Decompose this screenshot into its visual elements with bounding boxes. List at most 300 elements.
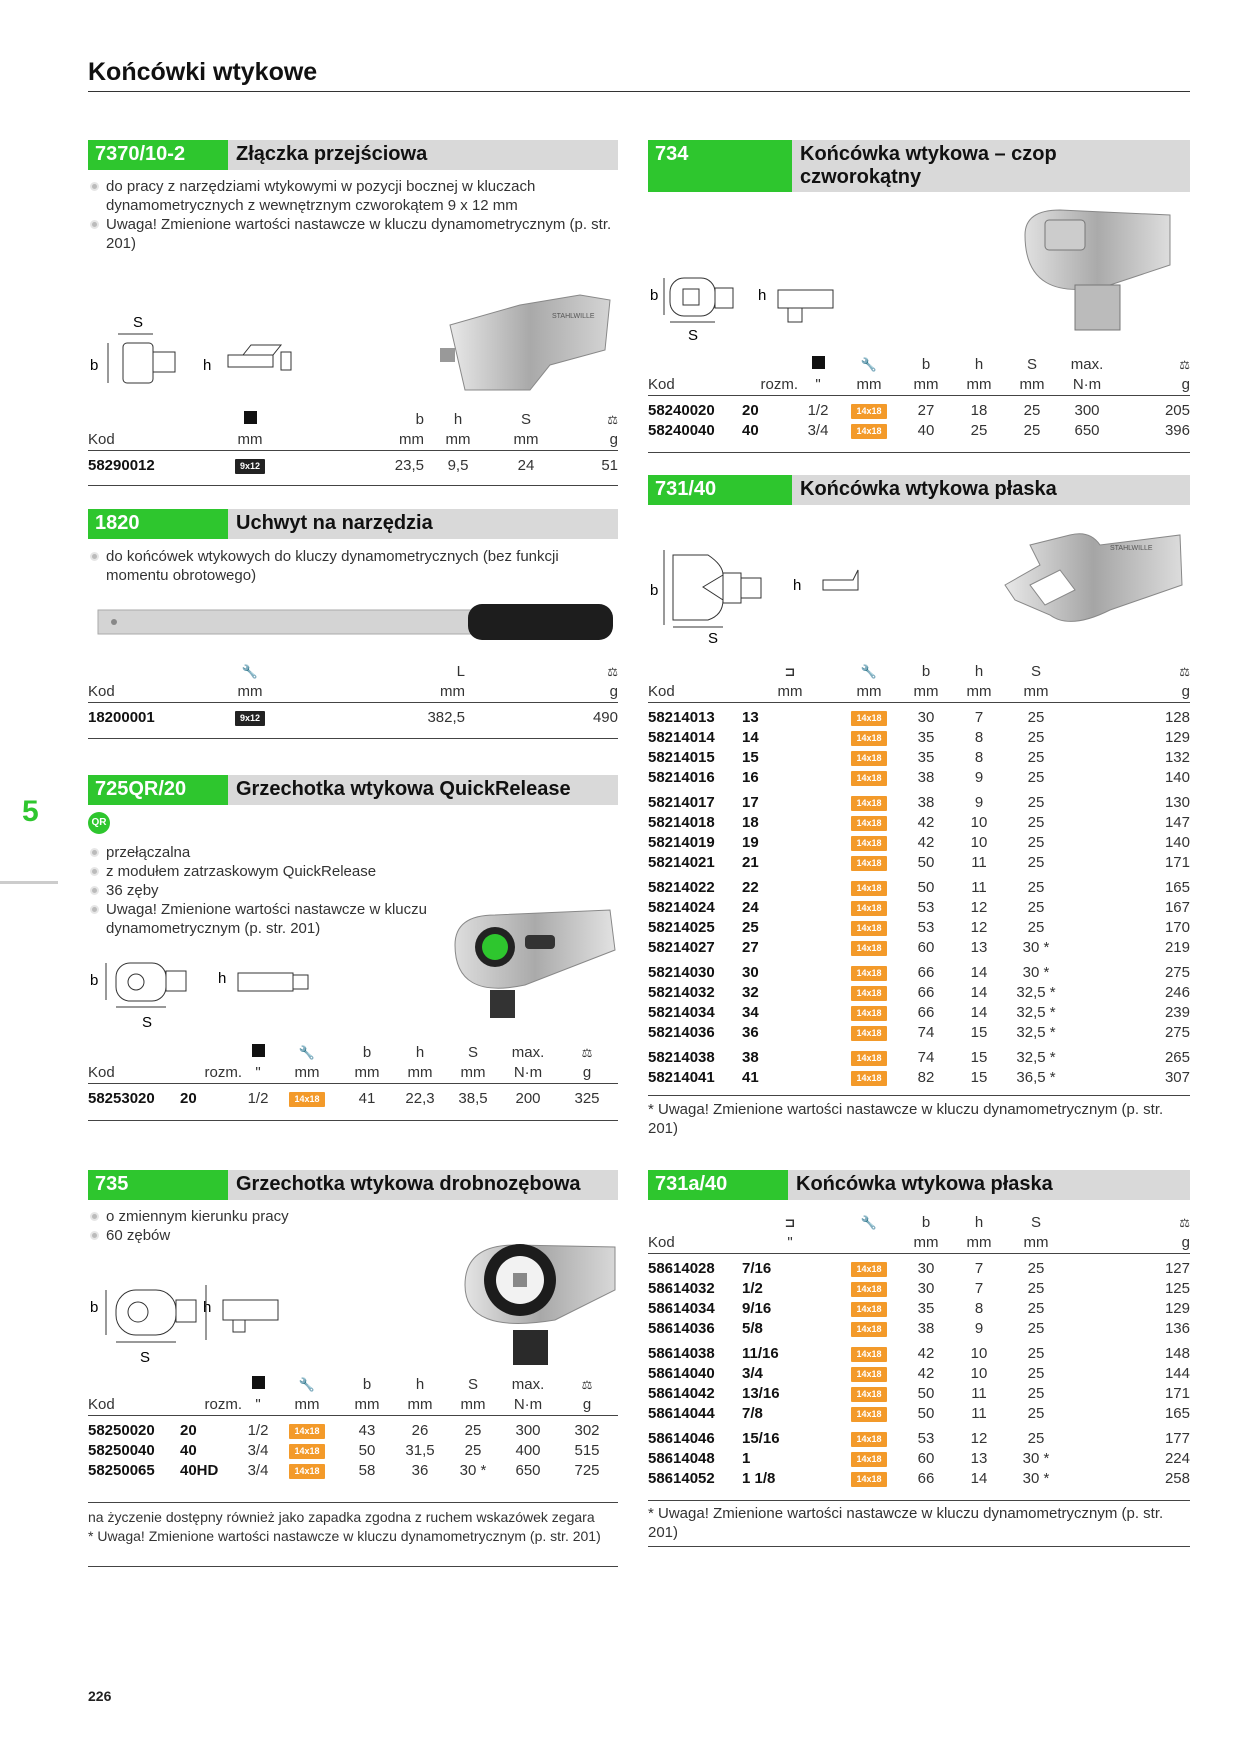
cell-g: 307	[1164, 1069, 1190, 1086]
cell-h: 26	[411, 1422, 429, 1439]
cell-badge	[838, 833, 900, 853]
section-header-7370	[88, 140, 618, 170]
col-head: mm	[340, 1395, 394, 1416]
cell-b: 66	[917, 964, 935, 981]
cell-g: 130	[1164, 794, 1190, 811]
table-row	[88, 1461, 618, 1481]
cell-kod: 58214030	[648, 964, 715, 981]
cell-S: 30 *	[1022, 964, 1050, 981]
weight-scale-icon: ⚖	[1179, 358, 1190, 372]
col-head: b	[921, 1214, 931, 1231]
cell-g: 302	[574, 1422, 600, 1439]
cell-b: 38	[917, 794, 935, 811]
cell-badge	[838, 1279, 900, 1299]
col-head: h	[974, 1214, 984, 1231]
square-drive-icon	[812, 356, 825, 369]
dim-label-b: b	[90, 972, 99, 989]
cell-S: 25	[1027, 1345, 1045, 1362]
spec-table-1820	[88, 662, 618, 728]
section-rule	[88, 485, 618, 486]
cell-inch: 3/4	[247, 1442, 269, 1459]
cell-h: 8	[974, 729, 984, 746]
cell-b: 53	[917, 919, 935, 936]
cell-g: 148	[1164, 1345, 1190, 1362]
col-head: mm	[340, 1063, 394, 1084]
weight-scale-icon: ⚖	[581, 1378, 593, 1392]
cell-max: 200	[515, 1090, 541, 1107]
cell-max: 650	[1074, 422, 1100, 439]
cell-h: 11	[971, 854, 987, 871]
cell-S: 30 *	[1022, 939, 1050, 956]
table-row	[648, 1339, 1190, 1364]
footnote-731a	[648, 1504, 1190, 1542]
cell-kod: 58214018	[648, 814, 715, 831]
drive-badge: 14x18	[851, 1387, 886, 1402]
col-head: max.	[511, 1376, 545, 1393]
cell-g: 132	[1164, 749, 1190, 766]
cell-g: 725	[574, 1462, 600, 1479]
cell-b: 38	[917, 769, 935, 786]
cell-S: 30 *	[1022, 1450, 1050, 1467]
cell-kod: 58214017	[648, 794, 715, 811]
footnote-731	[648, 1100, 1190, 1138]
cell-badge	[838, 703, 900, 729]
cell-badge	[838, 1023, 900, 1043]
bullet-item: przełączalna	[88, 843, 468, 862]
spec-table-725qr	[88, 1043, 618, 1109]
cell-S: 25	[1027, 1280, 1045, 1297]
cell-g: 219	[1164, 939, 1190, 956]
col-head: max.	[1070, 356, 1104, 373]
col-head: mm	[200, 430, 300, 451]
cell-S: 30 *	[1022, 1470, 1050, 1487]
cell-g: 167	[1164, 899, 1190, 916]
cell-size: 1	[742, 1450, 751, 1467]
cell-rozm: 40	[742, 422, 759, 439]
table-row	[88, 703, 618, 729]
chapter-marker	[0, 881, 58, 884]
product-image-handle	[98, 600, 618, 648]
cell-S: 25	[1027, 899, 1045, 916]
weight-scale-icon: ⚖	[1179, 665, 1190, 679]
section-rule	[648, 1546, 1190, 1547]
table-row	[648, 1449, 1190, 1469]
section-code: 725QR/20	[88, 775, 228, 805]
cell-S: 25	[1027, 1320, 1045, 1337]
section-code: 7370/10-2	[88, 140, 228, 170]
drive-badge: 14x18	[851, 1472, 886, 1487]
section-rule	[648, 1095, 1190, 1096]
cell-h: 7	[974, 1260, 984, 1277]
cell-h: 14	[970, 1470, 988, 1487]
cell-g: 171	[1164, 854, 1190, 871]
cell-badge	[838, 728, 900, 748]
cell-g: 171	[1164, 1385, 1190, 1402]
cell-h: 14	[970, 984, 988, 1001]
col-head: N·m	[500, 1395, 556, 1416]
cell-size: 5/8	[742, 1320, 763, 1337]
cell-h: 22,3	[405, 1090, 435, 1107]
col-head: S	[1030, 663, 1041, 680]
spec-table-731a	[648, 1213, 1190, 1489]
table-row	[648, 788, 1190, 813]
section-code: 731/40	[648, 475, 792, 505]
cell-b: 30	[917, 1280, 935, 1297]
drive-badge: 14x18	[851, 711, 886, 726]
cell-S: 32,5 *	[1016, 1049, 1056, 1066]
cell-kod: 58614034	[648, 1300, 715, 1317]
bullet-list	[88, 1207, 488, 1245]
table-row	[648, 1023, 1190, 1043]
drive-badge: 14x18	[851, 1322, 886, 1337]
dim-label-h: h	[758, 287, 767, 304]
dim-label-S: S	[708, 630, 719, 647]
table-row	[88, 1416, 618, 1442]
cell-badge	[838, 1319, 900, 1339]
torque-wrench-icon: 🔧	[860, 1215, 878, 1230]
col-head: Kod	[648, 1233, 742, 1254]
cell-size: 17	[742, 794, 759, 811]
table-row	[648, 396, 1190, 422]
table-row	[648, 853, 1190, 873]
cell-kod: 58240040	[648, 422, 715, 439]
cell-h: 15	[970, 1069, 988, 1086]
table-row	[648, 898, 1190, 918]
cell-size: 34	[742, 1004, 759, 1021]
cell-badge	[838, 958, 900, 983]
col-head: mm	[952, 1233, 1006, 1254]
section-rule	[88, 738, 618, 739]
col-head: Kod	[88, 430, 200, 451]
quickrelease-icon: QR	[88, 812, 110, 834]
cell-kod: 58614048	[648, 1450, 715, 1467]
product-image-adapter	[440, 280, 620, 395]
cell-badge	[838, 813, 900, 833]
cell-inch: 1/2	[247, 1090, 269, 1107]
col-head: g	[1066, 1233, 1190, 1254]
cell-S: 25	[1027, 1430, 1045, 1447]
cell-b: 58	[358, 1462, 376, 1479]
cell-h: 15	[970, 1024, 988, 1041]
cell-h: 10	[970, 1345, 988, 1362]
dim-label-S: S	[688, 327, 699, 344]
col-head: mm	[900, 375, 952, 396]
cell-b: 40	[917, 422, 935, 439]
cell-b: 50	[917, 1405, 935, 1422]
cell-rozm: 20	[180, 1422, 197, 1439]
drive-badge: 14x18	[851, 1367, 886, 1382]
square-drive-icon	[252, 1044, 265, 1057]
col-head: mm	[742, 682, 838, 703]
cell-size: 11/16	[742, 1345, 779, 1362]
cell-size: 27	[742, 939, 759, 956]
section-name: Uchwyt na narzędzia	[236, 512, 433, 534]
cell-size: 19	[742, 834, 759, 851]
svg-text:STAHLWILLE: STAHLWILLE	[552, 313, 595, 320]
col-head: mm	[900, 682, 952, 703]
cell-max: 650	[515, 1462, 541, 1479]
col-head: b	[921, 356, 931, 373]
cell-h: 11	[971, 1385, 987, 1402]
cell-size: 13/16	[742, 1385, 780, 1402]
drive-badge: 14x18	[851, 1302, 886, 1317]
cell-g: 275	[1164, 1024, 1190, 1041]
section-name: Grzechotka wtykowa QuickRelease	[236, 778, 571, 800]
cell-g: 265	[1164, 1049, 1190, 1066]
cell-g: 51	[601, 457, 618, 474]
drive-badge: 14x18	[851, 424, 886, 439]
cell-g: 325	[574, 1090, 600, 1107]
cell-h: 12	[970, 919, 988, 936]
cell-S: 24	[517, 457, 535, 474]
drive-badge: 14x18	[851, 1347, 886, 1362]
col-head: S	[467, 1044, 478, 1061]
drive-badge: 14x18	[851, 901, 886, 916]
drive-badge: 14x18	[851, 921, 886, 936]
cell-size: 25	[742, 919, 759, 936]
col-head: mm	[838, 375, 900, 396]
cell-b: 41	[358, 1090, 376, 1107]
cell-badge	[838, 938, 900, 958]
section-header-735	[88, 1170, 618, 1200]
cell-badge	[274, 1461, 340, 1481]
cell-max: 300	[515, 1422, 541, 1439]
bullet-list	[88, 547, 618, 585]
drive-badge: 14x18	[851, 1432, 886, 1447]
drive-badge: 14x18	[851, 404, 886, 419]
cell-size: 24	[742, 899, 759, 916]
col-head: "	[742, 1233, 838, 1254]
col-head: h	[974, 663, 984, 680]
cell-kod: 58290012	[88, 457, 155, 474]
col-head: b	[415, 411, 424, 428]
col-head: mm	[300, 430, 424, 451]
section-name: Złączka przejściowa	[236, 143, 428, 165]
cell-b: 82	[917, 1069, 935, 1086]
cell-kod: 58214013	[648, 709, 715, 726]
cell-b: 35	[917, 729, 935, 746]
cell-kod: 58614044	[648, 1405, 715, 1422]
cell-kod: 58614038	[648, 1345, 715, 1362]
cell-badge	[838, 983, 900, 1003]
cell-S: 25	[1027, 729, 1045, 746]
col-head: mm	[424, 430, 492, 451]
bullet-item: 36 zęby	[88, 881, 468, 900]
cell-b: 42	[917, 1365, 935, 1382]
col-head: g	[465, 682, 618, 703]
col-head: b	[362, 1044, 372, 1061]
open-end-icon: ⊐	[784, 664, 796, 679]
drive-badge: 14x18	[851, 1026, 886, 1041]
cell-b: 66	[917, 984, 935, 1001]
cell-S: 25	[1027, 1365, 1045, 1382]
product-image-fine-ratchet	[465, 1235, 620, 1370]
square-drive-icon	[252, 1376, 265, 1389]
col-head: mm	[394, 1063, 446, 1084]
cell-kod: 58614036	[648, 1320, 715, 1337]
col-head: S	[520, 411, 531, 428]
col-head: N·m	[1058, 375, 1116, 396]
cell-kod: 58214041	[648, 1069, 715, 1086]
col-head: h	[415, 1044, 425, 1061]
bullet-item: do końcówek wtykowych do kluczy dynamometrycznych (bez funkcji momentu obrotowego)	[88, 547, 618, 585]
cell-b: 74	[917, 1024, 935, 1041]
cell-kod: 58214032	[648, 984, 715, 1001]
col-head: mm	[900, 1233, 952, 1254]
cell-S: 25	[1027, 879, 1045, 896]
cell-badge	[838, 1404, 900, 1424]
col-head: Kod	[88, 1395, 180, 1416]
cell-size: 38	[742, 1049, 759, 1066]
cell-h: 8	[974, 749, 984, 766]
spec-table-735	[88, 1375, 618, 1481]
cell-kod: 58614042	[648, 1385, 715, 1402]
footnote-735	[88, 1508, 618, 1546]
cell-g: 224	[1164, 1450, 1190, 1467]
col-head: h	[974, 356, 984, 373]
cell-kod: 58614046	[648, 1430, 715, 1447]
cell-size: 21	[742, 854, 759, 871]
torque-wrench-icon: 🔧	[298, 1377, 316, 1392]
cell-max: 300	[1074, 402, 1100, 419]
cell-g: 129	[1164, 729, 1190, 746]
table-row	[648, 918, 1190, 938]
cell-badge	[838, 788, 900, 813]
col-head: g	[556, 1395, 618, 1416]
section-code: 735	[88, 1170, 228, 1200]
cell-kod: 58250020	[88, 1422, 155, 1439]
cell-inch: 1/2	[247, 1422, 269, 1439]
cell-S: 32,5 *	[1016, 1004, 1056, 1021]
table-row	[648, 1043, 1190, 1068]
cell-badge	[838, 768, 900, 788]
section-name: Grzechotka wtykowa drobnozębowa	[236, 1173, 581, 1195]
cell-kod: 58214024	[648, 899, 715, 916]
cell-g: 147	[1164, 814, 1190, 831]
table-row	[88, 451, 618, 477]
cell-kod: 58250040	[88, 1442, 155, 1459]
cell-h: 31,5	[405, 1442, 435, 1459]
table-row	[648, 1299, 1190, 1319]
cell-h: 36	[411, 1462, 429, 1479]
cell-S: 25	[1027, 814, 1045, 831]
section-header-725qr	[88, 775, 618, 805]
cell-kod: 58214022	[648, 879, 715, 896]
cell-badge	[838, 853, 900, 873]
cell-S: 25	[1027, 749, 1045, 766]
cell-badge	[838, 1254, 900, 1280]
section-rule	[648, 452, 1190, 453]
cell-kod: 58214021	[648, 854, 715, 871]
cell-size: 32	[742, 984, 759, 1001]
drive-badge: 14x18	[851, 796, 886, 811]
cell-badge	[274, 1441, 340, 1461]
open-end-icon: ⊐	[784, 1215, 796, 1230]
cell-S: 32,5 *	[1016, 1024, 1056, 1041]
dimension-drawing	[88, 955, 318, 1035]
cell-max: 400	[515, 1442, 541, 1459]
cell-kod: 58614028	[648, 1260, 715, 1277]
cell-b: 23,5	[394, 457, 424, 474]
cell-S: 25	[464, 1442, 482, 1459]
cell-S: 25	[1027, 1385, 1045, 1402]
cell-g: 275	[1164, 964, 1190, 981]
drive-badge: 9x12	[235, 711, 265, 726]
table-row	[648, 1068, 1190, 1088]
spec-table-731	[648, 662, 1190, 1088]
drive-badge: 14x18	[851, 986, 886, 1001]
table-row	[648, 1364, 1190, 1384]
dimension-drawing	[648, 545, 858, 645]
cell-badge	[838, 1003, 900, 1023]
cell-badge	[838, 1469, 900, 1489]
cell-badge	[838, 396, 900, 422]
col-head: mm	[200, 682, 300, 703]
table-row	[648, 728, 1190, 748]
cell-g: 246	[1164, 984, 1190, 1001]
col-head: mm	[300, 682, 465, 703]
dim-label-b: b	[650, 287, 659, 304]
cell-size: 3/4	[742, 1365, 763, 1382]
cell-S: 25	[464, 1422, 482, 1439]
cell-rozm: 40HD	[180, 1462, 219, 1479]
cell-badge	[838, 1068, 900, 1088]
section-name: Końcówka wtykowa – czop czworokątny	[800, 143, 1057, 188]
cell-S: 25	[1023, 422, 1041, 439]
cell-rozm: 20	[742, 402, 759, 419]
cell-g: 128	[1164, 709, 1190, 726]
spec-table-734	[648, 355, 1190, 441]
bullet-list	[88, 177, 618, 253]
col-head: L	[456, 663, 465, 680]
table-row	[648, 938, 1190, 958]
cell-size: 16	[742, 769, 759, 786]
table-row	[88, 1441, 618, 1461]
cell-h: 14	[970, 964, 988, 981]
table-row	[648, 1319, 1190, 1339]
drive-badge: 14x18	[851, 966, 886, 981]
cell-kod: 58214036	[648, 1024, 715, 1041]
bullet-item: o zmiennym kierunku pracy	[88, 1207, 488, 1226]
drive-badge: 14x18	[851, 1051, 886, 1066]
cell-S: 36,5 *	[1016, 1069, 1056, 1086]
cell-size: 1 1/8	[742, 1470, 776, 1487]
col-head: Kod	[648, 375, 742, 396]
table-row	[648, 983, 1190, 1003]
col-head: mm	[274, 1395, 340, 1416]
cell-badge	[838, 873, 900, 898]
col-head: "	[242, 1063, 274, 1084]
col-head: mm	[952, 682, 1006, 703]
col-head: mm	[274, 1063, 340, 1084]
col-head: rozm.	[742, 375, 798, 396]
cell-badge	[838, 1424, 900, 1449]
section-header-731	[648, 475, 1190, 505]
cell-b: 35	[917, 749, 935, 766]
col-head: mm	[1006, 375, 1058, 396]
cell-h: 8	[974, 1300, 984, 1317]
cell-g: 140	[1164, 769, 1190, 786]
table-row	[648, 833, 1190, 853]
cell-kod: 58614040	[648, 1365, 715, 1382]
table-row	[648, 813, 1190, 833]
section-rule	[88, 1120, 618, 1121]
cell-size: 1/2	[742, 1280, 763, 1297]
product-image-ratchet	[445, 905, 620, 1025]
cell-S: 25	[1027, 794, 1045, 811]
dim-label-h: h	[793, 577, 802, 594]
torque-wrench-icon: 🔧	[860, 664, 878, 679]
